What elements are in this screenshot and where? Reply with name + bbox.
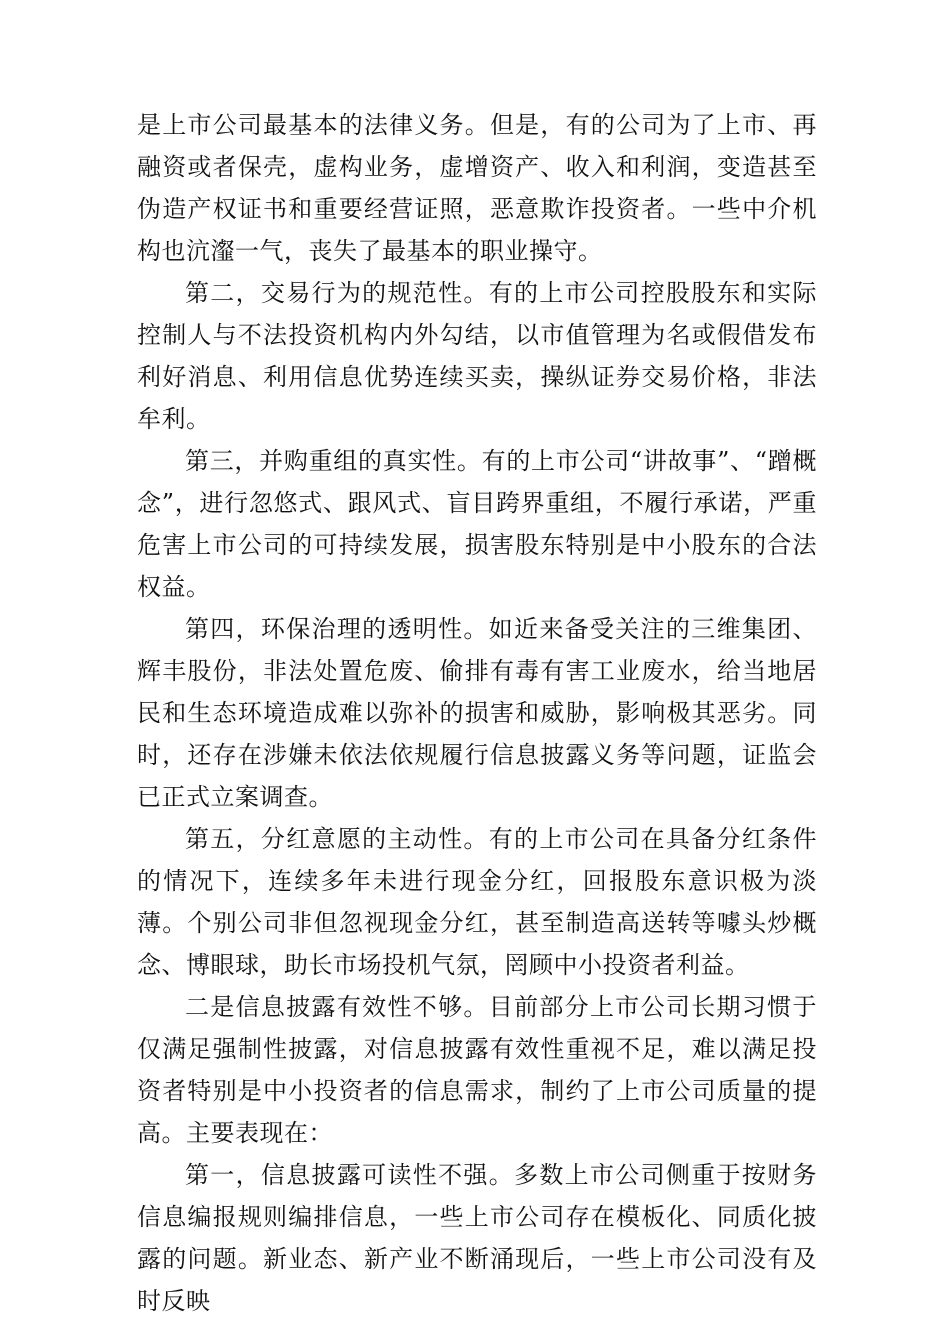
paragraph-dividends: 第五，分红意愿的主动性。有的上市公司在具备分红条件的情况下，连续多年未进行现金分红，回报股东意识极为淡薄。个别公司非但忽视现金分红，甚至制造高送转等噱头炒概念、博眼球，助长市场投机气氛，罔顾中小投资者利益。 xyxy=(137,825,817,979)
paragraph-disclosure-effectiveness: 二是信息披露有效性不够。目前部分上市公司长期习惯于仅满足强制性披露，对信息披露有效性重视不足，难以满足投资者特别是中小投资者的信息需求，制约了上市公司质量的提高。主要表现在： xyxy=(137,993,817,1147)
paragraph-readability: 第一，信息披露可读性不强。多数上市公司侧重于按财务信息编报规则编排信息，一些上市公司存在模板化、同质化披露的问题。新业态、新产业不断涌现后，一些上市公司没有及时反映 xyxy=(137,1161,817,1315)
paragraph-environmental: 第四，环保治理的透明性。如近来备受关注的三维集团、辉丰股份，非法处置危废、偷排有毒有害工业废水，给当地居民和生态环境造成难以弥补的损害和威胁，影响极其恶劣。同时，还存在涉嫌未依法依规履行信息披露义务等问题，证监会已正式立案调查。 xyxy=(137,615,817,811)
paragraph-mergers: 第三，并购重组的真实性。有的上市公司“讲故事”、“蹭概念”，进行忽悠式、跟风式、盲目跨界重组，不履行承诺，严重危害上市公司的可持续发展，损害股东特别是中小股东的合法权益。 xyxy=(137,447,817,601)
paragraph-continuation: 是上市公司最基本的法律义务。但是，有的公司为了上市、再融资或者保壳，虚构业务，虚增资产、收入和利润，变造甚至伪造产权证书和重要经营证照，恶意欺诈投资者。一些中介机构也沆瀣一气，丧失了最基本的职业操守。 xyxy=(137,111,817,265)
document-body xyxy=(137,104,817,1322)
paragraph-trading-behavior: 第二，交易行为的规范性。有的上市公司控股股东和实际控制人与不法投资机构内外勾结，以市值管理为名或假借发布利好消息、利用信息优势连续买卖，操纵证券交易价格，非法牟利。 xyxy=(137,279,817,433)
